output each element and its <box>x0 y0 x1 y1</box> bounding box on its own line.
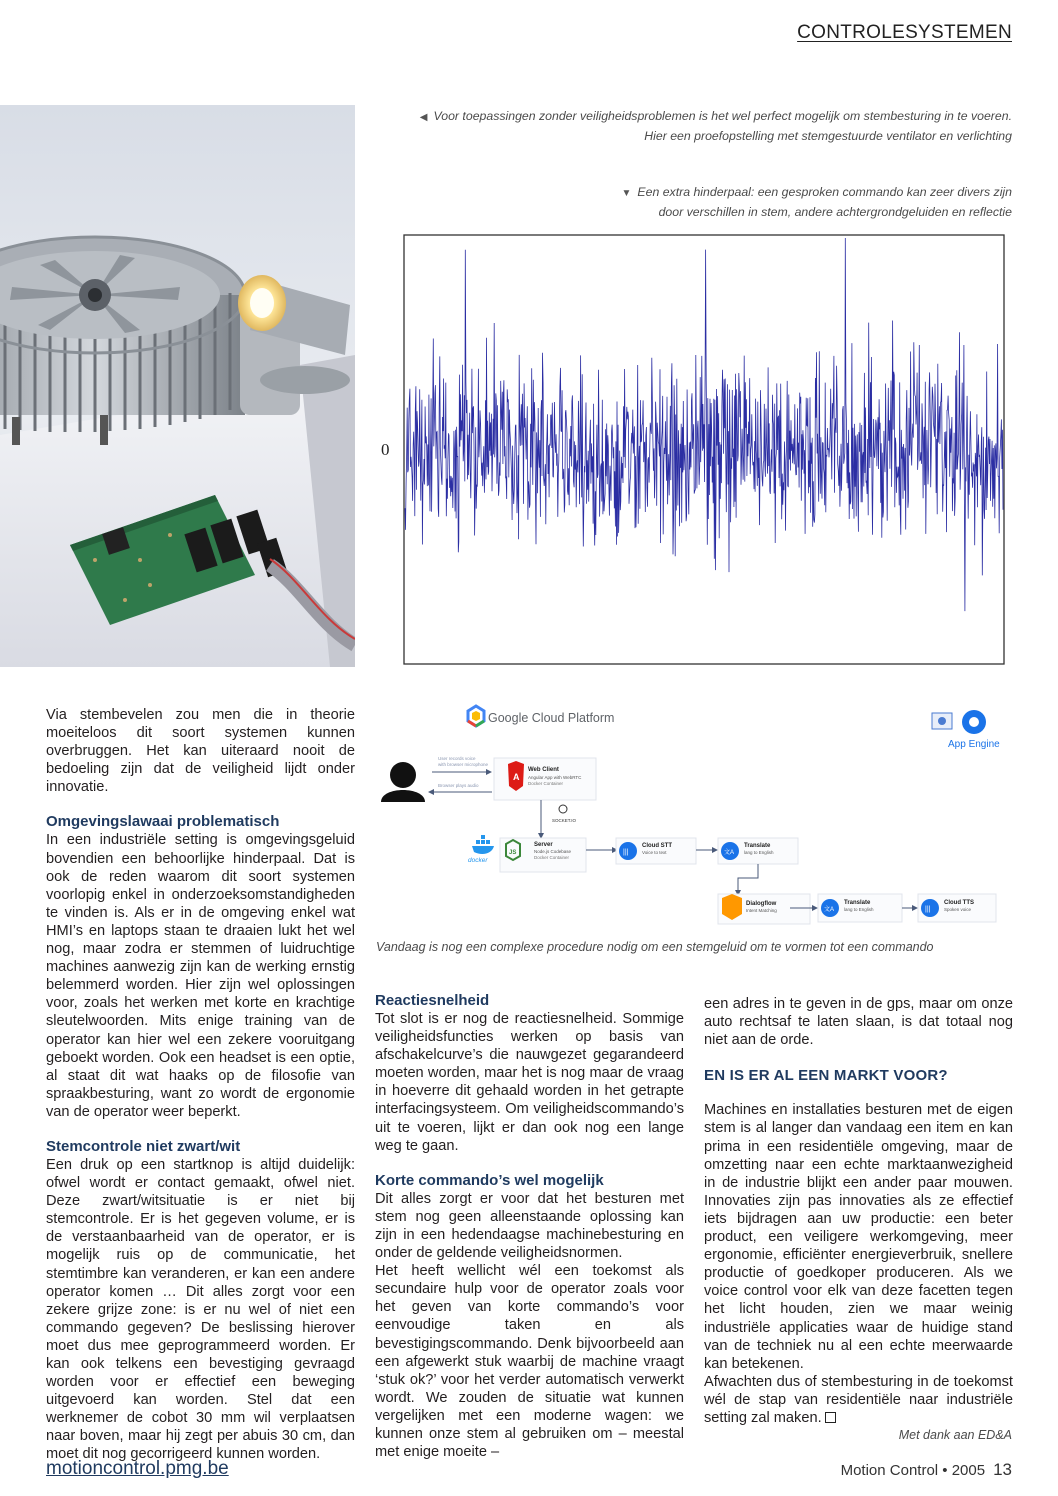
socketio-icon <box>559 805 567 813</box>
cloud-stt-label: Cloud STT <box>642 843 672 849</box>
waveform-caption-line-2: door verschillen in stem, andere achtergrondgeluiden en reflectie <box>658 205 1012 219</box>
photo-caption-line-1: Voor toepassingen zonder veiligheidsproblemen is het wel perfect mogelijk om stembesturing in te voeren. <box>433 109 1012 123</box>
paragraph-stemcontrole: Een druk op een startknop is altijd duidelijk: ofwel wordt er contact gemaakt, ofwel niet. Deze zwart/witsituatie is er niet bij stemcontrole. Er is het gegeven volume, er is de verstaanbaarheid van de operator, er is mogelijk ruis op de communicatie, het stemtimbre kan veranderen, er kan een andere operator komen … Dit alles zorgt voor een zekere grijze zone: is er nu wel of niet een commando gegeven? De beslissing hierover moet dus mee geprogrammeerd worden. Er kan ook telkens een bevestiging gevraagd worden voor er effectief een beweging uitgevoerd kan worden. Stel dat een werknemer de cobot 30 mm wil verplaatsen naar boven, maar hij zegt per abuis 30 cm, dan moet dit nog gecorrigeerd kunnen worden. <box>46 1156 355 1463</box>
web-client-sub-1: Angular App with WebRTC <box>528 775 582 780</box>
docker-icon <box>472 835 494 854</box>
paragraph-korte-commandos-2: Het heeft wellicht wél een toekomst als secundaire hulp voor de operator zoals voor het geven van korte commando’s voor eenvoudige taken en als bevestigingscommando. Denk bijvoorbeeld aan een afgewerkt stuk waarbij de machine vraagt ‘stuk ok?’ voor het verder automatisch verwerkt wordt. We zouden de situatie wat kunnen vergelijken met een moderne wagen: we kunnen onze stem al gebruiken om – meestal met enige moeite – <box>375 1263 684 1461</box>
gcp-title: Google Cloud Platform <box>488 711 615 725</box>
page-number: 13 <box>993 1460 1012 1479</box>
footer-magazine-info <box>841 1460 1012 1480</box>
web-client-label: Web Client <box>528 767 559 773</box>
docker-label: docker <box>468 857 488 864</box>
google-cloud-logo-icon <box>468 706 484 726</box>
caption-arrow-left-icon: ◀ <box>419 112 428 123</box>
footer-magazine-name: Motion Control • 2005 <box>840 1462 986 1479</box>
server-label: Server <box>534 842 553 848</box>
user-note-2: with browser microphone <box>438 762 489 767</box>
diagram-caption: Vandaag is nog een complexe procedure nodig om een stemgeluid om te vormen tot een commando <box>376 940 934 954</box>
heading-omgevingslawaai: Omgevingslawaai problematisch <box>46 813 280 831</box>
waveform-signal <box>405 238 1003 611</box>
heading-markt: EN IS ER AL EEN MARKT VOOR? <box>704 1067 948 1085</box>
app-engine-icon <box>932 710 986 734</box>
translate-2-label: Translate <box>844 900 871 906</box>
paragraph-markt-2-text: Afwachten dus of stembesturing in de toekomst wél de stap van residentiële naar industriële setting zal maken. <box>704 1373 1013 1426</box>
cloud-tts-label: Cloud TTS <box>944 900 974 906</box>
paragraph-markt-1: Machines en installaties besturen met de eigen stem is al langer dan vandaag een item en kan prima in een residentiële omgeving, maar de omzetting naar een echte marktaanwezigheid in de industrie blijkt een ander paar mouwen. Innovaties zijn pas innovaties als ze effectief iets bijdragen aan uw productie: een beter product, een veiligere werkomgeving, meer ergonomie, efficiënter energieverbruik, snellere productie of goedkoper produceren. Als we voice control voor elk van deze facetten tegen het licht houden, zien we maar weinig industriële applicaties waar de huidige stand van de techniek nu al een echte meerwaarde kan betekenen. <box>704 1102 1013 1372</box>
cloud-stt-sub: Voice to text <box>642 850 667 855</box>
dialogflow-sub: Intent Matching <box>746 908 777 913</box>
socketio-label: SOCKET.IO <box>552 818 577 823</box>
fan-prototype-photo <box>0 105 355 667</box>
translate-1-label: Translate <box>744 843 771 849</box>
svg-text:|||: ||| <box>925 906 931 913</box>
paragraph-reactiesnelheid: Tot slot is er nog de reactiesnelheid. Sommige veiligheidsfuncties werken op basis van afschakelcurve’s die nauwgezet gegarandeerd moeten worden, maar het is nog maar de vraag in hoeverre dit gehaald worden in het getrapte interfacingsysteem. Om veiligheidscommando’s uit te voeren, lijkt er dan ook nog een lange weg te gaan. <box>375 1011 684 1154</box>
end-of-article-box-icon <box>825 1412 836 1423</box>
audio-waveform-figure <box>372 232 1012 668</box>
dialogflow-label: Dialogflow <box>746 901 777 907</box>
article-column-2 <box>375 992 684 1461</box>
photo-caption-line-2: Hier een proefopstelling met stemgestuurde ventilator en verlichting <box>644 129 1012 143</box>
paragraph-korte-commandos-1: Dit alles zorgt er voor dat het besturen met stem nog geen alleenstaande oplossing kan zijn in een hedendaagse machinebesturing en onder de geldende veiligheidsnormen. <box>375 1190 684 1262</box>
acknowledgement: Met dank aan ED&A <box>898 1428 1012 1442</box>
heading-stemcontrole: Stemcontrole niet zwart/wit <box>46 1137 241 1155</box>
paragraph-continued: een adres in te geven in de gps, maar om onze auto rechtsaf te laten slaan, is dat totaal nog niet aan de orde. <box>704 996 1013 1049</box>
svg-text:JS: JS <box>509 850 517 856</box>
heading-reactiesnelheid: Reactiesnelheid <box>375 992 490 1009</box>
waveform-caption <box>592 183 1012 221</box>
svg-text:A: A <box>513 772 520 782</box>
caption-arrow-down-icon: ▼ <box>621 188 632 199</box>
server-sub-1: Node.js Codebase <box>534 849 572 854</box>
voice-architecture-diagram <box>376 700 1016 932</box>
photo-caption <box>392 107 1012 145</box>
section-header: CONTROLESYSTEMEN <box>797 22 1012 43</box>
user-note-3: Browser plays audio <box>438 783 479 788</box>
server-sub-2: Docker Container <box>534 855 570 860</box>
app-engine-label: App Engine <box>948 739 1000 750</box>
cloud-tts-sub: Spoken voice <box>944 907 972 912</box>
web-client-sub-2: Docker Container <box>528 781 564 786</box>
paragraph-omgevingslawaai: In een industriële setting is omgevingsgeluid bovendien een behoorlijke hinderpaal. Dat is ook de reden waarom dit soort systemen voorlopig enkel in onderzoeksomstandigheden te vinden is. Als er in de omgeving enkel wat HMI’s en laptops staan te draaien lukt het wel nog, maar zodra er stemmen of luidruchtige machines aanwezig zijn kan de werking ernstig belemmerd worden. Hier zijn wel oplossingen voor, zoals het werken met korte en krachtige sleutelwoorden. Mits enige training van de operator kan hier wel een zekere vooruitgang geboekt worden. Ook een headset is een optie, al staat dit wat haaks op de filosofie van spraakbesturing, want zo wordt de ergonomie van de operator weer beperkt. <box>46 832 355 1120</box>
user-note-1: User records voice <box>438 756 476 761</box>
translate-1-sub: lang to English <box>744 850 774 855</box>
article-column-3 <box>704 995 1013 1427</box>
footer-website-link[interactable]: motioncontrol.pmg.be <box>46 1458 229 1479</box>
paragraph-markt-2 <box>704 1373 1013 1427</box>
user-avatar-icon <box>381 762 425 802</box>
svg-text:|||: ||| <box>623 849 629 856</box>
article-column-1 <box>46 706 355 1464</box>
waveform-caption-line-1: Een extra hinderpaal: een gesproken commando kan zeer divers zijn <box>637 185 1012 199</box>
heading-korte-commandos: Korte commando’s wel mogelijk <box>375 1171 604 1189</box>
intro-paragraph: Via stembevelen zou men die in theorie moeiteloos dit soort systemen kunnen overbruggen. Het kan uiteraard nooit de bedoeling zijn dat de veiligheid lijdt onder innovatie. <box>46 707 355 796</box>
svg-text:文A: 文A <box>724 850 735 856</box>
waveform-zero-tick: 0 <box>381 440 390 459</box>
translate-2-sub: lang to English <box>844 907 874 912</box>
svg-text:文A: 文A <box>824 907 835 913</box>
